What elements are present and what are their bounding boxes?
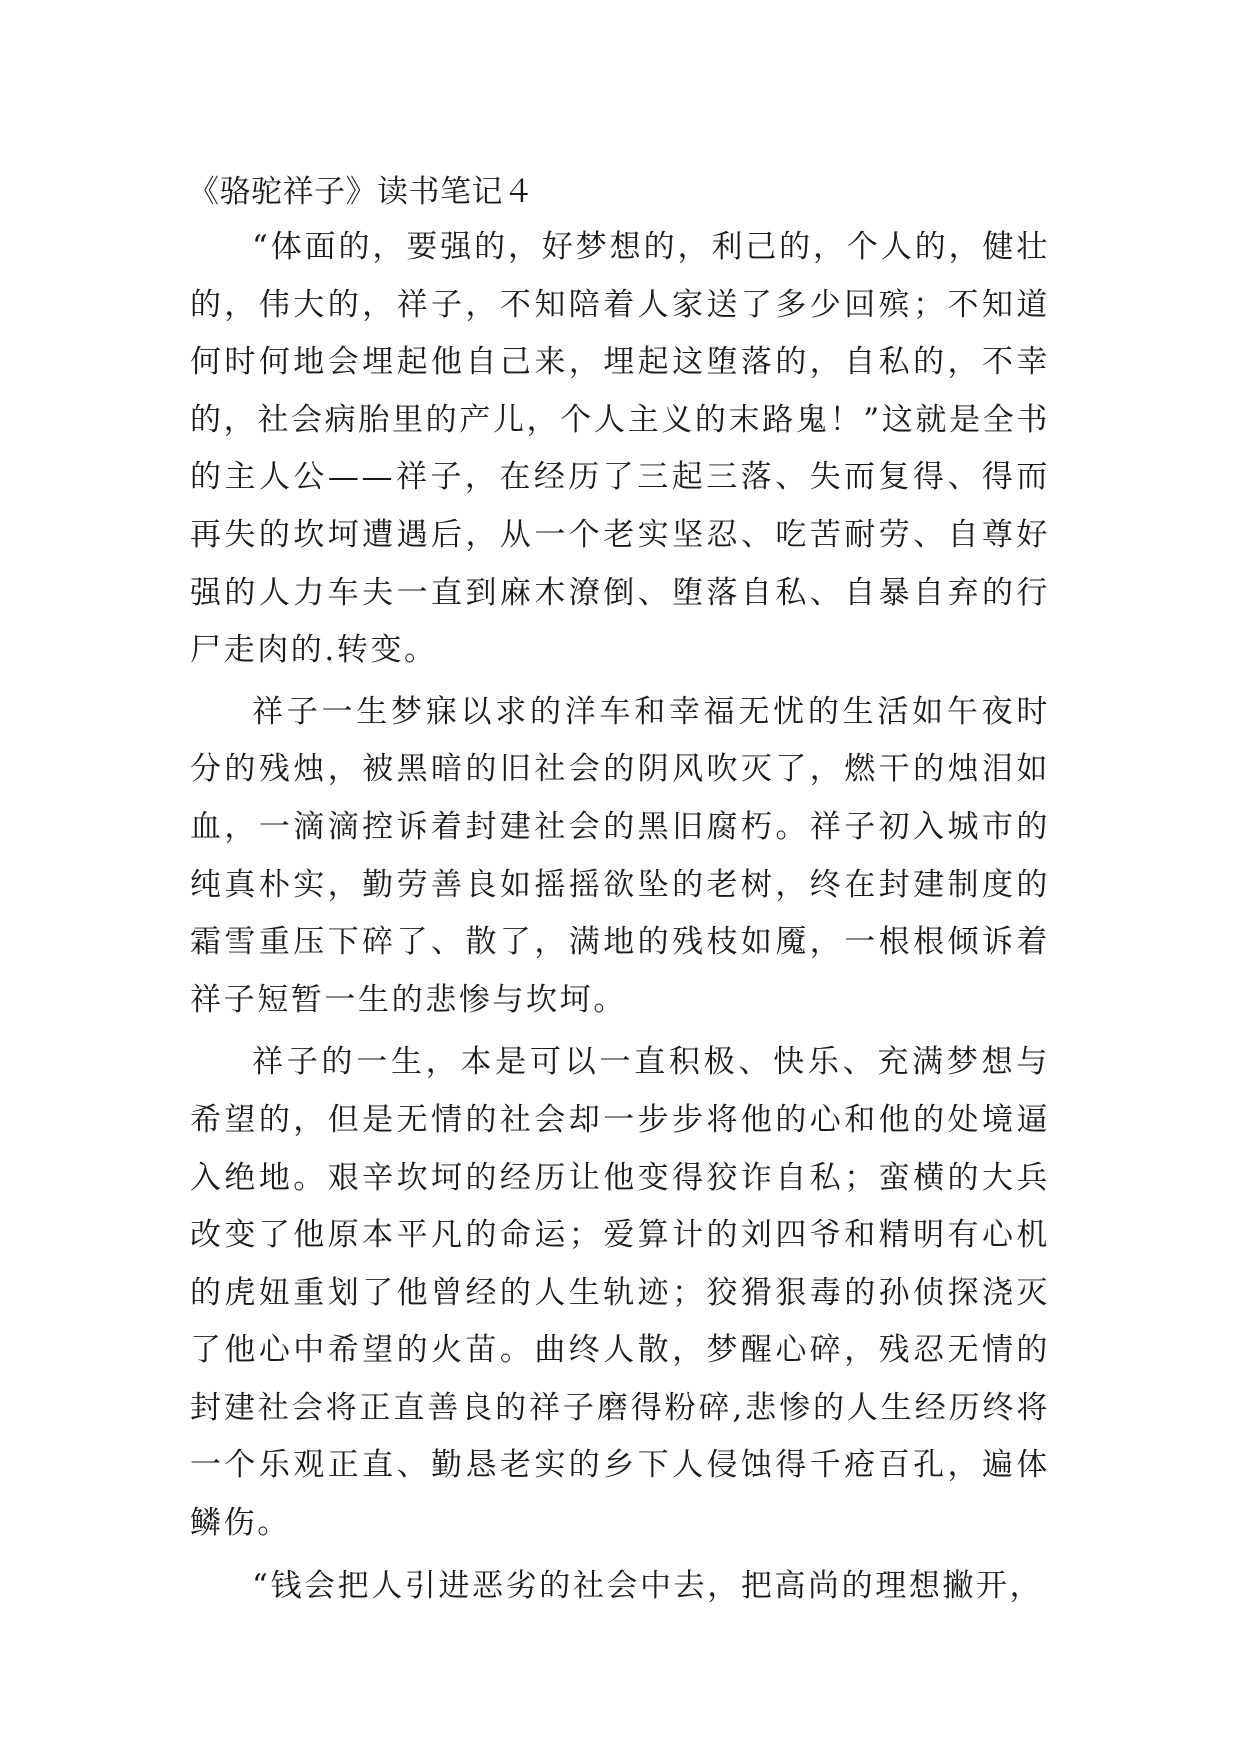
paragraph-1: “体面的，要强的，好梦想的，利己的，个人的，健壮的，伟大的，祥子，不知陪着人家送了多少回殡；不知道何时何地会埋起他自己来，埋起这堕落的，自私的，不幸的，社会病胎里的产儿，个人主义的末路鬼！”这就是全书的主人公——祥子，在经历了三起三落、失而复得、得而再失的坎坷遭遇后，从一个老实坚忍、吃苦耐劳、自尊好强的人力车夫一直到麻木潦倒、堕落自私、自暴自弃的行尸走肉的.转变。 bbox=[190, 229, 1050, 669]
document-body bbox=[190, 163, 1050, 1615]
paragraph-3: 祥子的一生，本是可以一直积极、快乐、充满梦想与希望的，但是无情的社会却一步步将他的心和他的处境逼入绝地。艰辛坎坷的经历让他变得狡诈自私；蛮横的大兵改变了他原本平凡的命运；爱算计的刘四爷和精明有心机的虎妞重划了他曾经的人生轨迹；狡猾狠毒的孙侦探浇灭了他心中希望的火苗。曲终人散，梦醒心碎，残忍无情的封建社会将正直善良的祥子磨得粉碎,悲惨的人生经历终将一个乐观正直、勤恳老实的乡下人侵蚀得千疮百孔，遍体鳞伤。 bbox=[190, 1044, 1050, 1542]
paragraph-4: “钱会把人引进恶劣的社会中去，把高尚的理想撇开， bbox=[252, 1567, 1044, 1604]
paragraph-2: 祥子一生梦寐以求的洋车和幸福无忧的生活如午夜时分的残烛，被黑暗的旧社会的阴风吹灭了，燃干的烛泪如血，一滴滴控诉着封建社会的黑旧腐朽。祥子初入城市的纯真朴实，勤劳善良如摇摇欲坠的老树，终在封建制度的霜雪重压下碎了、散了，满地的残枝如魇，一根根倾诉着祥子短暂一生的悲惨与坎坷。 bbox=[190, 693, 1050, 1018]
document-title: 《骆驼祥子》读书笔记４ bbox=[188, 174, 535, 210]
